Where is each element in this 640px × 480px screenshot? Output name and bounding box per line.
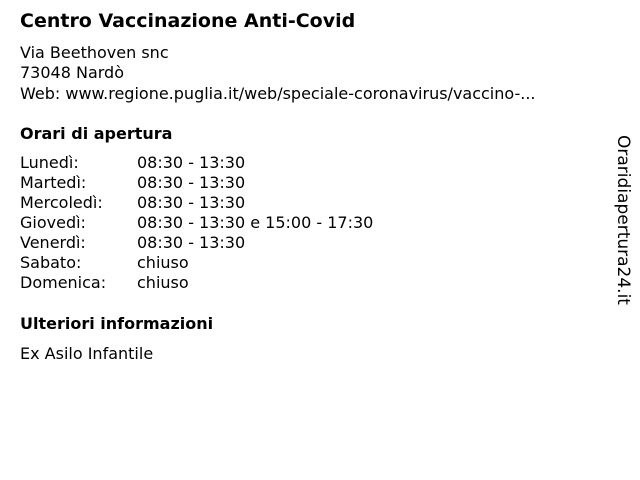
day-label: Venerdì:: [20, 233, 86, 252]
address-city: 73048 Nardò: [20, 63, 124, 82]
hours-row-monday: [20, 153, 373, 173]
hours-row-saturday: [20, 253, 373, 273]
address-street: Via Beethoven snc: [20, 43, 169, 62]
hours-row-wednesday: [20, 193, 373, 213]
opening-hours-table: [20, 153, 373, 293]
opening-hours-heading: Orari di apertura: [20, 124, 173, 143]
hours-row-thursday: [20, 213, 373, 233]
hours-row-sunday: [20, 273, 373, 293]
time-value: chiuso: [137, 253, 189, 272]
side-brand-watermark: Oraridiapertura24.it: [613, 135, 633, 305]
time-value: 08:30 - 13:30: [137, 173, 246, 192]
time-value: chiuso: [137, 273, 189, 292]
address-web-link[interactable]: Web: www.regione.puglia.it/web/speciale-coronavirus/vaccino-...: [20, 84, 536, 103]
more-info-heading: Ulteriori informazioni: [20, 314, 214, 333]
day-label: Sabato:: [20, 253, 82, 272]
time-value: 08:30 - 13:30: [137, 193, 246, 212]
time-value: 08:30 - 13:30: [137, 153, 246, 172]
day-label: Mercoledì:: [20, 193, 103, 212]
day-label: Martedì:: [20, 173, 87, 192]
time-value: 08:30 - 13:30 e 15:00 - 17:30: [137, 213, 374, 232]
day-label: Domenica:: [20, 273, 107, 292]
more-info-text: Ex Asilo Infantile: [20, 344, 154, 363]
hours-row-tuesday: [20, 173, 373, 193]
day-label: Lunedì:: [20, 153, 79, 172]
day-label: Giovedì:: [20, 213, 86, 232]
page-title: Centro Vaccinazione Anti-Covid: [20, 10, 356, 32]
hours-row-friday: [20, 233, 373, 253]
time-value: 08:30 - 13:30: [137, 233, 246, 252]
